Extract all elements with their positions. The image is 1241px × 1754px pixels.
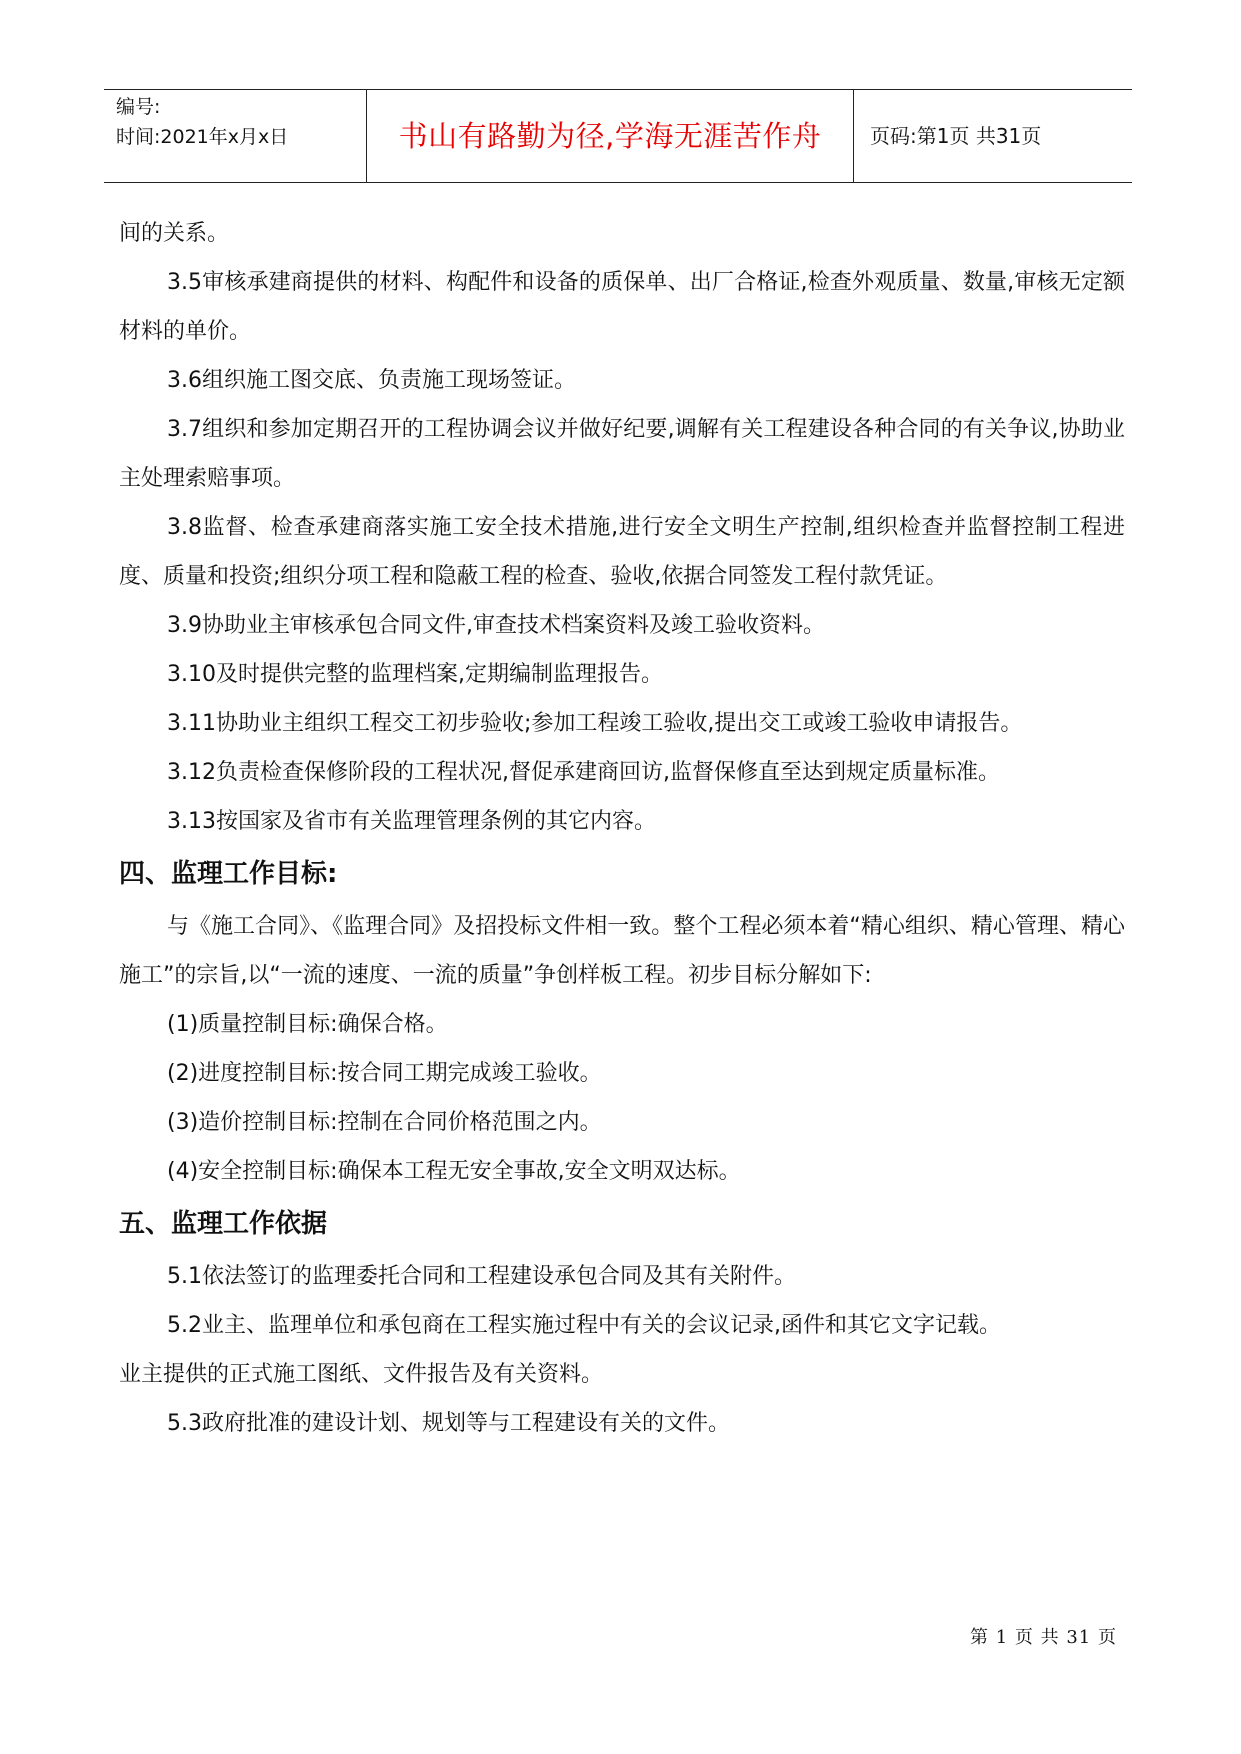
list-item: (4)安全控制目标:确保本工程无安全事故,安全文明双达标。 (167, 1159, 741, 1184)
footer-page-number: 第 1 页 共 31 页 (970, 1627, 1117, 1648)
paragraph: 5.3政府批准的建设计划、规划等与工程建设有关的文件。 (167, 1411, 730, 1436)
paragraph: 3.12负责检查保修阶段的工程状况,督促承建商回访,监督保修直至达到规定质量标准。 (167, 760, 1000, 785)
document-body (119, 209, 1125, 1448)
paragraph: 3.5审核承建商提供的材料、构配件和设备的质保单、出厂合格证,检查外观质量、数量,审核无定额材料的单价。 (119, 270, 1125, 344)
paragraph: 3.9协助业主审核承包合同文件,审查技术档案资料及竣工验收资料。 (167, 613, 825, 638)
header-page-number: 页码:第1页 共31页 (870, 124, 1042, 148)
paragraph: 3.8监督、检查承建商落实施工安全技术措施,进行安全文明生产控制,组织检查并监督控制工程进度、质量和投资;组织分项工程和隐蔽工程的检查、验收,依据合同签发工程付款凭证。 (119, 515, 1125, 589)
paragraph: 3.7组织和参加定期召开的工程协调会议并做好纪要,调解有关工程建设各种合同的有关争议,协助业主处理索赔事项。 (119, 417, 1125, 491)
section-heading: 五、监理工作依据 (119, 1209, 328, 1239)
paragraph: 业主提供的正式施工图纸、文件报告及有关资料。 (119, 1362, 604, 1387)
page-header (104, 89, 1132, 183)
paragraph: 5.1依法签订的监理委托合同和工程建设承包合同及其有关附件。 (167, 1264, 796, 1289)
header-motto: 书山有路勤为径,学海无涯苦作舟 (398, 119, 822, 153)
list-item: (1)质量控制目标:确保合格。 (167, 1012, 448, 1037)
header-divider (366, 90, 367, 182)
header-meta (116, 92, 366, 152)
paragraph: 3.13按国家及省市有关监理管理条例的其它内容。 (167, 809, 656, 834)
paragraph: 3.11协助业主组织工程交工初步验收;参加工程竣工验收,提出交工或竣工验收申请报告。 (167, 711, 1023, 736)
list-item: (3)造价控制目标:控制在合同价格范围之内。 (167, 1110, 602, 1135)
paragraph: 3.10及时提供完整的监理档案,定期编制监理报告。 (167, 662, 663, 687)
document-number-label: 编号: (116, 96, 161, 118)
section-heading: 四、监理工作目标: (119, 859, 338, 889)
list-item: (2)进度控制目标:按合同工期完成竣工验收。 (167, 1061, 602, 1086)
paragraph: 5.2业主、监理单位和承包商在工程实施过程中有关的会议记录,函件和其它文字记载。 (167, 1313, 1001, 1338)
paragraph: 间的关系。 (119, 221, 230, 246)
paragraph: 3.6组织施工图交底、负责施工现场签证。 (167, 368, 576, 393)
paragraph: 与《施工合同》、《监理合同》及招投标文件相一致。整个工程必须本着“精心组织、精心管理、精心施工”的宗旨,以“一流的速度、一流的质量”争创样板工程。初步目标分解如下: (119, 914, 1125, 988)
header-divider (853, 90, 854, 182)
document-time-label: 时间:2021年x月x日 (116, 126, 289, 148)
